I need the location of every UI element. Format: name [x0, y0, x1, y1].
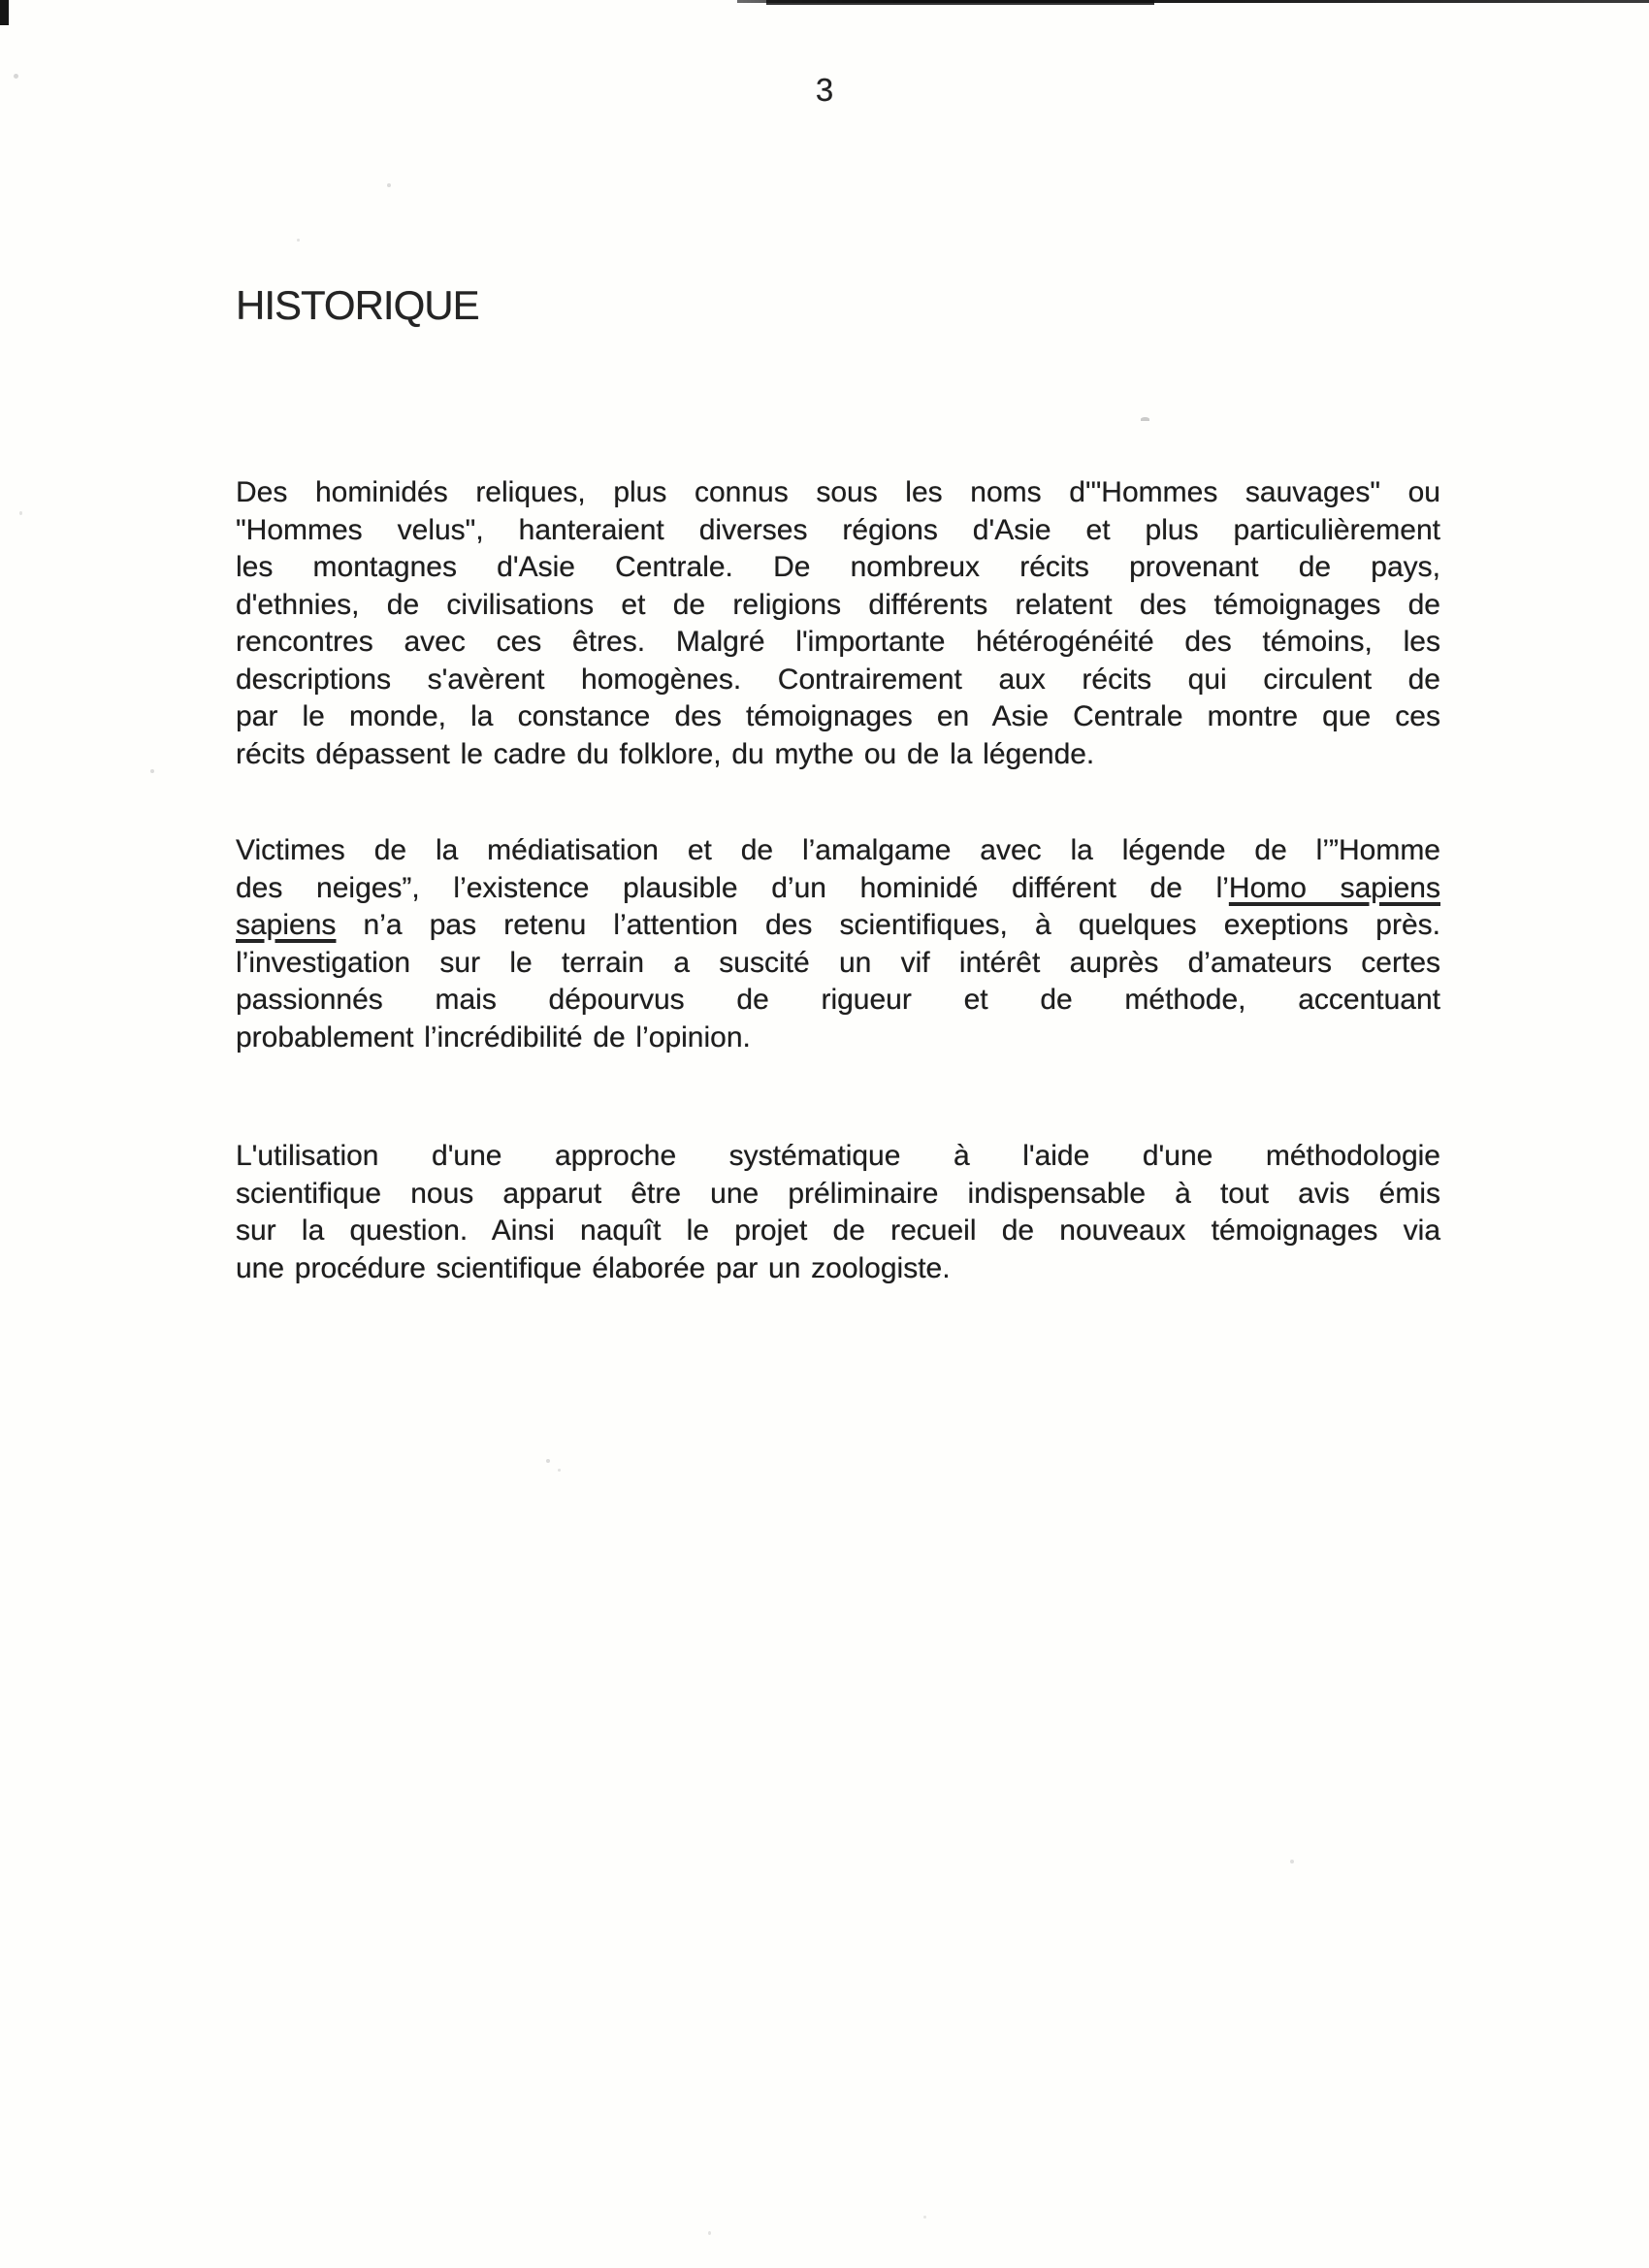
text-line [236, 907, 1440, 945]
scan-speckle [297, 239, 300, 242]
scan-speckle [1290, 1860, 1294, 1863]
text-run: rencontres avec ces êtres. Malgré l'importante hétérogénéité des témoins, les [236, 626, 1440, 658]
section-heading: HISTORIQUE [236, 282, 479, 328]
scan-speckle [19, 511, 22, 515]
text-line [236, 549, 1440, 587]
scan-top-edge-artifact-dark [766, 0, 1154, 5]
text-run: une procédure scientifique élaborée par un zoologiste. [236, 1251, 951, 1284]
paragraph [236, 832, 1440, 1056]
text-line [236, 1020, 1440, 1057]
text-line [236, 587, 1440, 625]
paragraph [236, 1138, 1440, 1287]
scan-speckle [923, 2216, 926, 2219]
text-run: par le monde, la constance des témoignages en Asie Centrale montre que ces [236, 700, 1440, 732]
text-run: récits dépassent le cadre du folklore, du mythe ou de la légende. [236, 737, 1095, 770]
page-number: 3 [815, 72, 834, 108]
text-line [236, 736, 1440, 774]
text-run: des neiges”, l’existence plausible d’un hominidé différent de l’ [236, 871, 1229, 904]
scan-pen-mark [1141, 417, 1149, 421]
text-line [236, 832, 1440, 870]
text-line [236, 1213, 1440, 1250]
text-line [236, 870, 1440, 908]
text-run: descriptions s'avèrent homogènes. Contrairement aux récits qui circulent de [236, 663, 1440, 696]
paragraph [236, 474, 1440, 773]
scan-speckle [558, 1469, 561, 1472]
text-line [236, 982, 1440, 1020]
text-line [236, 624, 1440, 662]
text-line [236, 698, 1440, 736]
text-line [236, 945, 1440, 983]
text-run: passionnés mais dépourvus de rigueur et de méthode, accentuant [236, 984, 1440, 1016]
text-run: n’a pas retenu l’attention des scientifiques, à quelques exeptions près. [336, 909, 1440, 941]
text-line [236, 1176, 1440, 1214]
text-line [236, 1250, 1440, 1288]
scan-speckle [708, 2231, 711, 2235]
text-line [236, 662, 1440, 699]
text-run: d'ethnies, de civilisations et de religions différents relatent des témoignages de [236, 588, 1440, 621]
text-run: Victimes de la médiatisation et de l’amalgame avec la légende de l’”Homme [236, 834, 1440, 866]
text-run: scientifique nous apparut être une préliminaire indispensable à tout avis émis [236, 1177, 1440, 1210]
text-line [236, 512, 1440, 550]
text-run: L'utilisation d'une approche systématique à l'aide d'une méthodologie [236, 1140, 1440, 1172]
text-line [236, 474, 1440, 512]
text-run: l’investigation sur le terrain a suscité un vif intérêt auprès d’amateurs certes [236, 946, 1440, 979]
scan-speckle [150, 769, 154, 773]
text-run: les montagnes d'Asie Centrale. De nombreux récits provenant de pays, [236, 551, 1440, 583]
underlined-text-run: sapiens [236, 909, 337, 941]
text-run: sur la question. Ainsi naquît le projet de recueil de nouveaux témoignages via [236, 1215, 1440, 1247]
scan-corner-artifact [0, 0, 9, 25]
text-line [236, 1138, 1440, 1176]
scan-speckle [546, 1459, 550, 1463]
text-run: probablement l’incrédibilité de l’opinion. [236, 1021, 751, 1053]
underlined-text-run: Homo sapiens [1228, 871, 1440, 904]
text-run: "Hommes velus", hanteraient diverses régions d'Asie et plus particulièrement [236, 513, 1440, 546]
scan-speckle [387, 183, 391, 187]
text-run: Des hominidés reliques, plus connus sous les noms d'"Hommes sauvages" ou [236, 476, 1440, 508]
